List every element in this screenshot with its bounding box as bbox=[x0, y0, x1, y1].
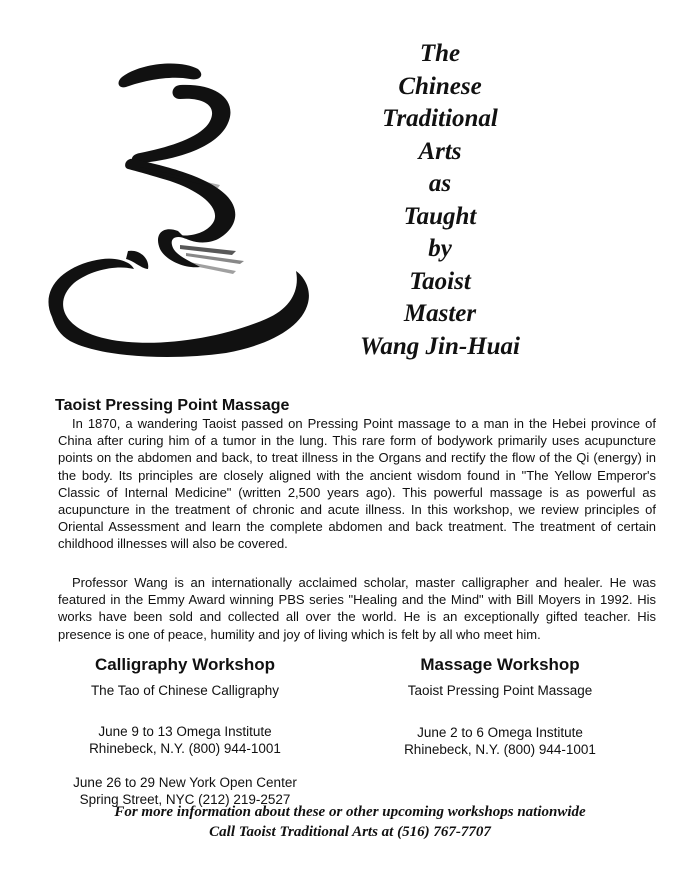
title-line: Taught bbox=[403, 202, 477, 230]
session-line: June 26 to 29 New York Open Center bbox=[73, 775, 297, 790]
massage-description-text: In 1870, a wandering Taoist passed on Pressing Point massage to a man in the Hebei province of China after curing him of a tumor in the lung. This rare form of bodywork primarily uses acupuncture points on the abdomen and back, to treat illness in the Organs and rectify the flow of the Qi (energy) in the body. Its principles are closely aligned with the ancient wisdom found in "The Yellow Emperor's Classic of Internal Medicine" (written 2,500 years ago). This powerful massage is as powerful as acupuncture in the treatment of chronic and acute illness. In this workshop, we review principles of Oriental Assessment and learn the complete abdomen and back treatment. The treatment of certain childhood illnesses will also be covered. bbox=[58, 416, 656, 552]
massage-workshop-title: Massage Workshop bbox=[420, 655, 580, 674]
title-line: by bbox=[428, 235, 452, 262]
session-line: Rhinebeck, N.Y. (800) 944-1001 bbox=[89, 741, 281, 756]
title-line: Traditional bbox=[382, 105, 498, 132]
title-line: as bbox=[428, 170, 452, 197]
footer-line: For more information about these or other upcoming workshops nationwide bbox=[114, 804, 586, 820]
session-line: Spring Street, NYC (212) 219-2527 bbox=[79, 792, 291, 807]
footer-line: Call Taoist Traditional Arts at (516) 767-7707 bbox=[209, 824, 491, 840]
title-line: Arts bbox=[418, 137, 462, 165]
calligraphy-workshop-title: Calligraphy Workshop bbox=[94, 655, 276, 674]
title-line: Wang Jin-Huai bbox=[360, 332, 520, 360]
massage-section-heading: Taoist Pressing Point Massage bbox=[55, 397, 290, 414]
title-line: Chinese bbox=[398, 72, 482, 100]
massage-workshop bbox=[370, 654, 630, 758]
contact-footer bbox=[60, 802, 640, 842]
title-line: The bbox=[419, 40, 461, 67]
title-line: Taoist bbox=[409, 267, 471, 295]
poster-title bbox=[340, 38, 540, 363]
session-line: Rhinebeck, N.Y. (800) 944-1001 bbox=[404, 742, 596, 757]
title-line: Master bbox=[403, 300, 477, 327]
calligraphy-workshop bbox=[55, 654, 315, 808]
massage-description bbox=[58, 415, 656, 553]
bio-description bbox=[58, 574, 656, 643]
session-line: June 2 to 6 Omega Institute bbox=[417, 725, 583, 740]
bio-description-text: Professor Wang is an internationally acclaimed scholar, master calligrapher and healer. He was featured in the Emmy Award winning PBS series "Healing and the Mind" with Bill Moyers in 1992. His works have been sold and collected all over the world. He is an exceptionally gifted teacher. His presence is one of peace, humility and joy of living which is felt by all who meet him. bbox=[58, 575, 656, 642]
calligraphy-artwork bbox=[30, 55, 320, 360]
calligraphy-workshop-subtitle: The Tao of Chinese Calligraphy bbox=[90, 683, 280, 698]
session-line: June 9 to 13 Omega Institute bbox=[98, 724, 272, 739]
massage-workshop-subtitle: Taoist Pressing Point Massage bbox=[407, 683, 593, 698]
